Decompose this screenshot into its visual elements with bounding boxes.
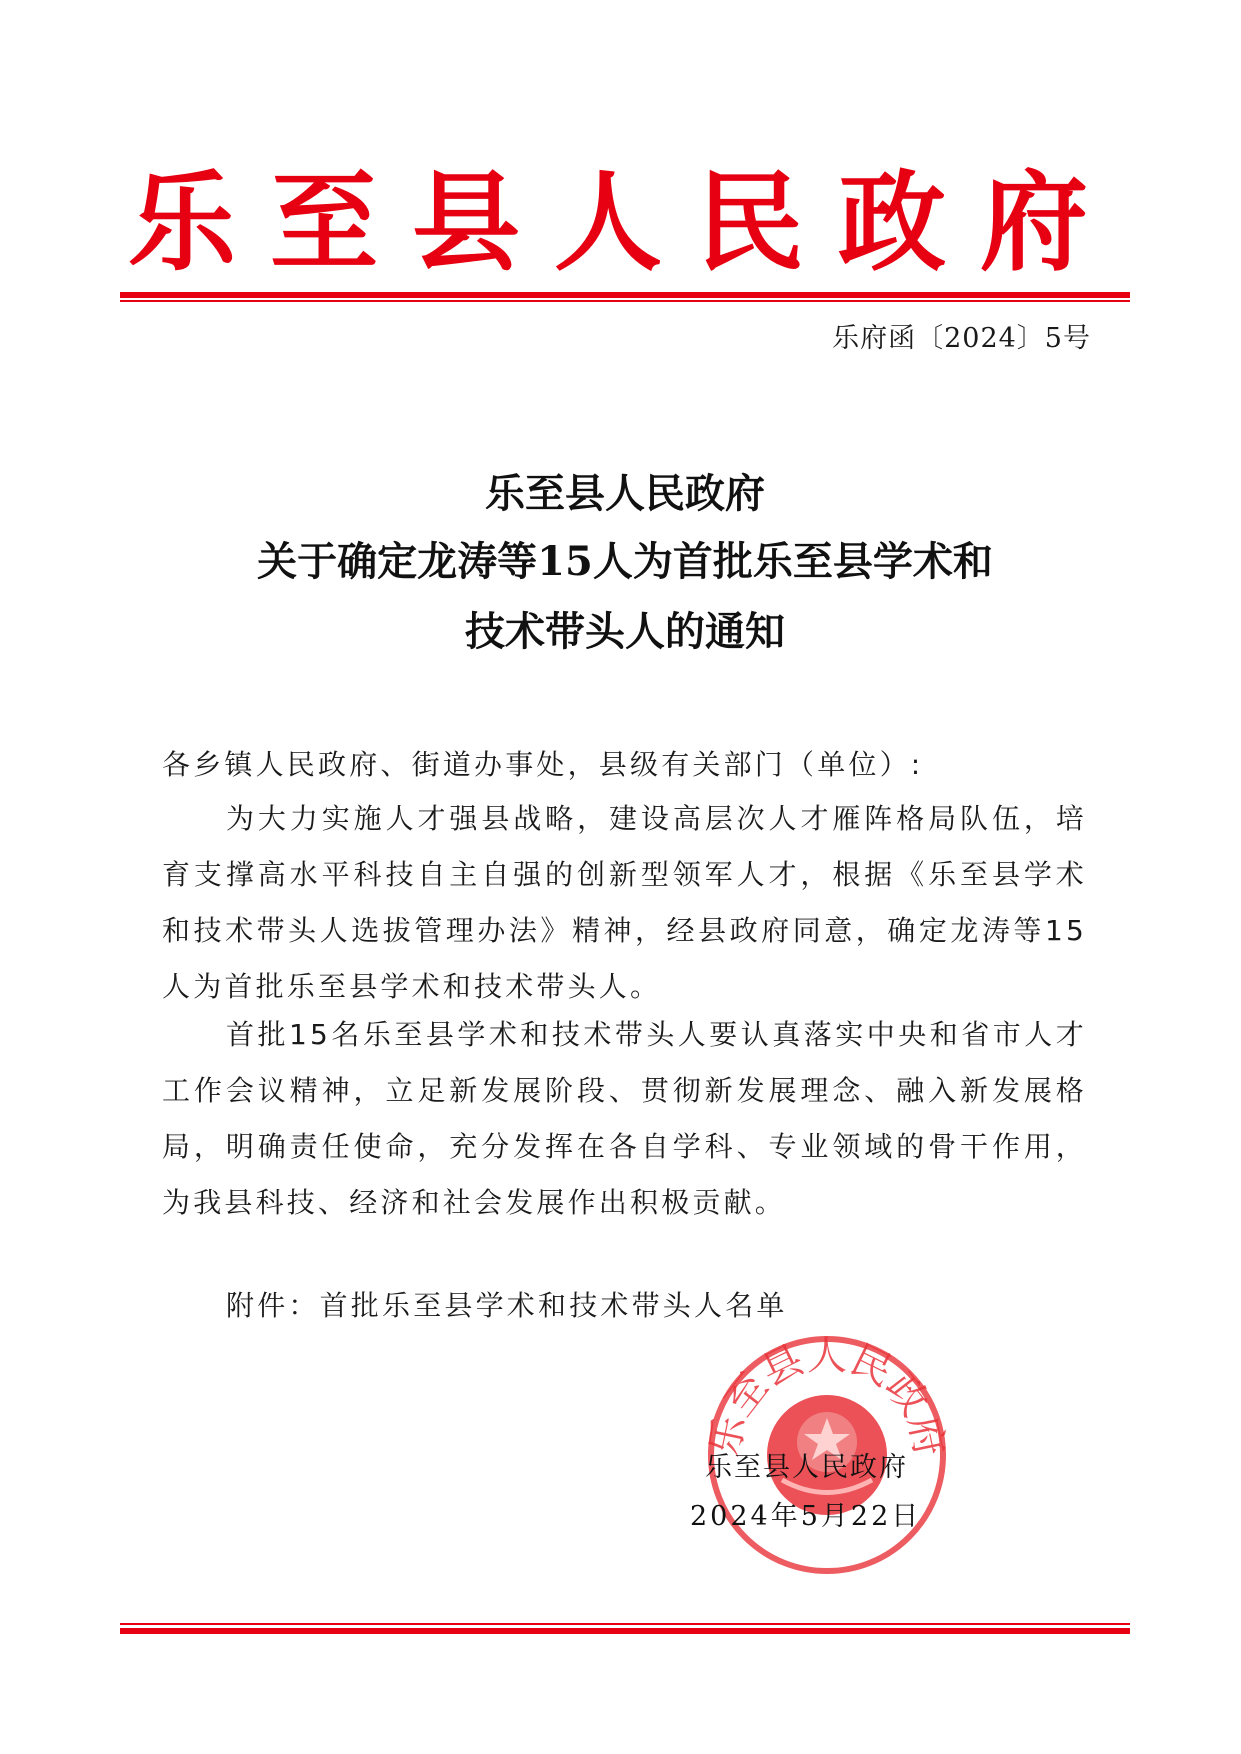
footer-rule-bottom xyxy=(120,1628,1130,1634)
document-number: 乐府函〔2024〕5号 xyxy=(832,323,1091,354)
doc-title-line-3: 技术带头人的通知 xyxy=(465,608,785,655)
doc-title-line-1: 乐至县人民政府 xyxy=(485,470,765,517)
signature-date: 2024年5月22日 xyxy=(690,1501,922,1532)
masthead-title: 乐至县人民政府 xyxy=(127,160,1122,286)
footer-rule-top xyxy=(120,1623,1130,1625)
masthead-rule-top xyxy=(120,292,1130,298)
body-paragraph-1: 为大力实施人才强县战略，建设高层次人才雁阵格局队伍，培育支撑高水平科技自主自强的创新型领军人才，根据《乐至县学术和技术带头人选拔管理办法》精神，经县政府同意，确定龙涛等15人为首批乐至县学术和技术带头人。 xyxy=(162,802,1087,1003)
doc-title-line-2: 关于确定龙涛等15人为首批乐至县学术和 xyxy=(257,538,993,585)
body-paragraph-2: 首批15名乐至县学术和技术带头人要认真落实中央和省市人才工作会议精神，立足新发展阶段、贯彻新发展理念、融入新发展格局，明确责任使命，充分发挥在各自学科、专业领域的骨干作用，为我县科技、经济和社会发展作出积极贡献。 xyxy=(162,1018,1087,1219)
attachment-note: 附件：首批乐至县学术和技术带头人名单 xyxy=(226,1289,788,1322)
signature-org: 乐至县人民政府 xyxy=(705,1452,908,1483)
seal-ring-text: 乐至县人民政府 xyxy=(702,1332,952,1461)
addressee: 各乡镇人民政府、街道办事处，县级有关部门（单位）: xyxy=(162,748,924,781)
masthead-rule-bottom xyxy=(120,300,1130,302)
